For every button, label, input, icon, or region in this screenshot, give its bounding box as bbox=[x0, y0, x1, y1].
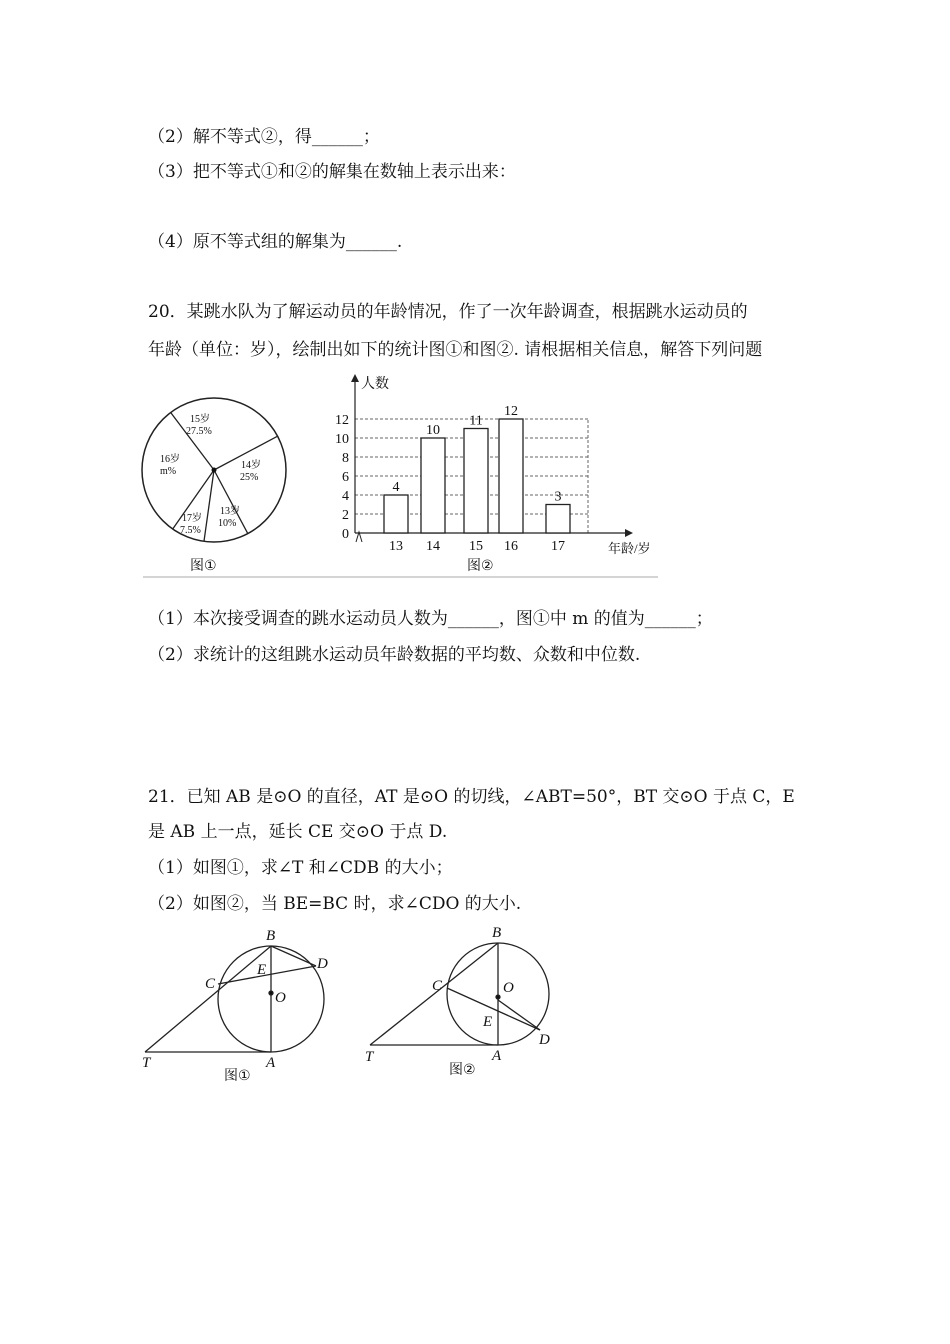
y-axis-label: 人数 bbox=[361, 377, 389, 392]
q20-figures bbox=[0, 370, 950, 600]
fig1-point-O: O bbox=[275, 990, 286, 1006]
y-tick-12: 12 bbox=[335, 413, 349, 428]
q21-part1: （1）如图①，求∠T 和∠CDB 的大小； bbox=[148, 858, 453, 878]
pie-value-13: 10% bbox=[218, 518, 237, 529]
geometry-figure-1 bbox=[145, 946, 324, 1052]
pie-label-15: 15岁 bbox=[190, 414, 210, 425]
bar-value-16: 12 bbox=[504, 404, 518, 419]
q21-figures bbox=[0, 920, 950, 1090]
q21-stem-line2: 是 AB 上一点，延长 CE 交⊙O 于点 D. bbox=[148, 822, 448, 842]
y-tick-4: 4 bbox=[342, 489, 349, 504]
x-tick-14: 14 bbox=[426, 539, 440, 554]
q19-part4: （4）原不等式组的解集为______. bbox=[148, 232, 403, 252]
bar-17 bbox=[546, 505, 570, 534]
geometry-figure-2 bbox=[370, 943, 549, 1045]
q20-stem-line1: 20．某跳水队为了解运动员的年龄情况，作了一次年龄调查，根据跳水运动员的 bbox=[148, 302, 748, 322]
fig1-point-D: D bbox=[317, 956, 328, 972]
fig1-point-C: C bbox=[205, 976, 216, 992]
fig1-point-E: E bbox=[257, 962, 267, 978]
fig2-point-E: E bbox=[483, 1014, 493, 1030]
q21-part2: （2）如图②，当 BE=BC 时，求∠CDO 的大小. bbox=[148, 894, 522, 914]
bar-value-15: 11 bbox=[469, 413, 483, 429]
y-tick-6: 6 bbox=[342, 470, 349, 485]
y-tick-10: 10 bbox=[335, 432, 349, 447]
pie-value-16: m% bbox=[160, 466, 177, 477]
pie-label-16: 16岁 bbox=[160, 454, 180, 465]
q21-stem-line1: 21．已知 AB 是⊙O 的直径，AT 是⊙O 的切线，∠ABT=50°，BT 交⊙O 于点 C，E bbox=[148, 787, 795, 807]
q19-part2: （2）解不等式②，得______； bbox=[148, 127, 380, 147]
fig2-point-O: O bbox=[503, 980, 514, 996]
y-tick-8: 8 bbox=[342, 451, 349, 466]
fig1-point-B: B bbox=[266, 928, 276, 944]
bar-figure-label: 图② bbox=[467, 558, 494, 574]
pie-chart bbox=[142, 398, 286, 574]
x-tick-16: 16 bbox=[504, 539, 518, 554]
q20-part1: （1）本次接受调查的跳水运动员人数为______，图①中 m 的值为______； bbox=[148, 609, 713, 629]
bar-13 bbox=[384, 495, 408, 533]
geo1-figure-label: 图① bbox=[224, 1068, 251, 1084]
bar-14 bbox=[421, 438, 445, 533]
bar-chart bbox=[335, 374, 651, 574]
x-tick-13: 13 bbox=[389, 539, 403, 554]
fig2-point-B: B bbox=[492, 925, 502, 941]
bar-value-14: 10 bbox=[426, 423, 440, 438]
pie-label-13: 13岁 bbox=[220, 506, 240, 517]
fig1-point-A: A bbox=[266, 1055, 276, 1071]
pie-label-17: 17岁 bbox=[182, 513, 202, 524]
x-tick-17: 17 bbox=[551, 539, 565, 554]
bar-value-13: 4 bbox=[392, 480, 400, 495]
q19-part3: （3）把不等式①和②的解集在数轴上表示出来： bbox=[148, 162, 516, 182]
q20-stem-line2: 年龄（单位：岁），绘制出如下的统计图①和图②. 请根据相关信息，解答下列问题 bbox=[148, 340, 763, 360]
fig2-point-D: D bbox=[539, 1032, 550, 1048]
pie-value-14: 25% bbox=[240, 472, 259, 483]
fig2-point-C: C bbox=[432, 978, 443, 994]
bar-16 bbox=[499, 419, 523, 533]
fig1-point-T: T bbox=[142, 1055, 151, 1071]
x-tick-15: 15 bbox=[469, 539, 483, 554]
q20-part2: （2）求统计的这组跳水运动员年龄数据的平均数、众数和中位数. bbox=[148, 645, 641, 665]
bar-value-17: 3 bbox=[554, 489, 562, 505]
fig2-point-T: T bbox=[365, 1049, 374, 1065]
geo2-figure-label: 图② bbox=[449, 1062, 476, 1078]
y-tick-0: 0 bbox=[342, 527, 349, 542]
bar-15 bbox=[464, 429, 488, 534]
x-axis-label: 年龄/岁 bbox=[608, 541, 651, 556]
pie-value-15: 27.5% bbox=[186, 426, 212, 437]
pie-value-17: 7.5% bbox=[180, 525, 201, 536]
pie-label-14: 14岁 bbox=[241, 460, 261, 471]
fig2-point-A: A bbox=[492, 1048, 502, 1064]
pie-figure-label: 图① bbox=[190, 558, 217, 574]
y-tick-2: 2 bbox=[342, 508, 349, 523]
